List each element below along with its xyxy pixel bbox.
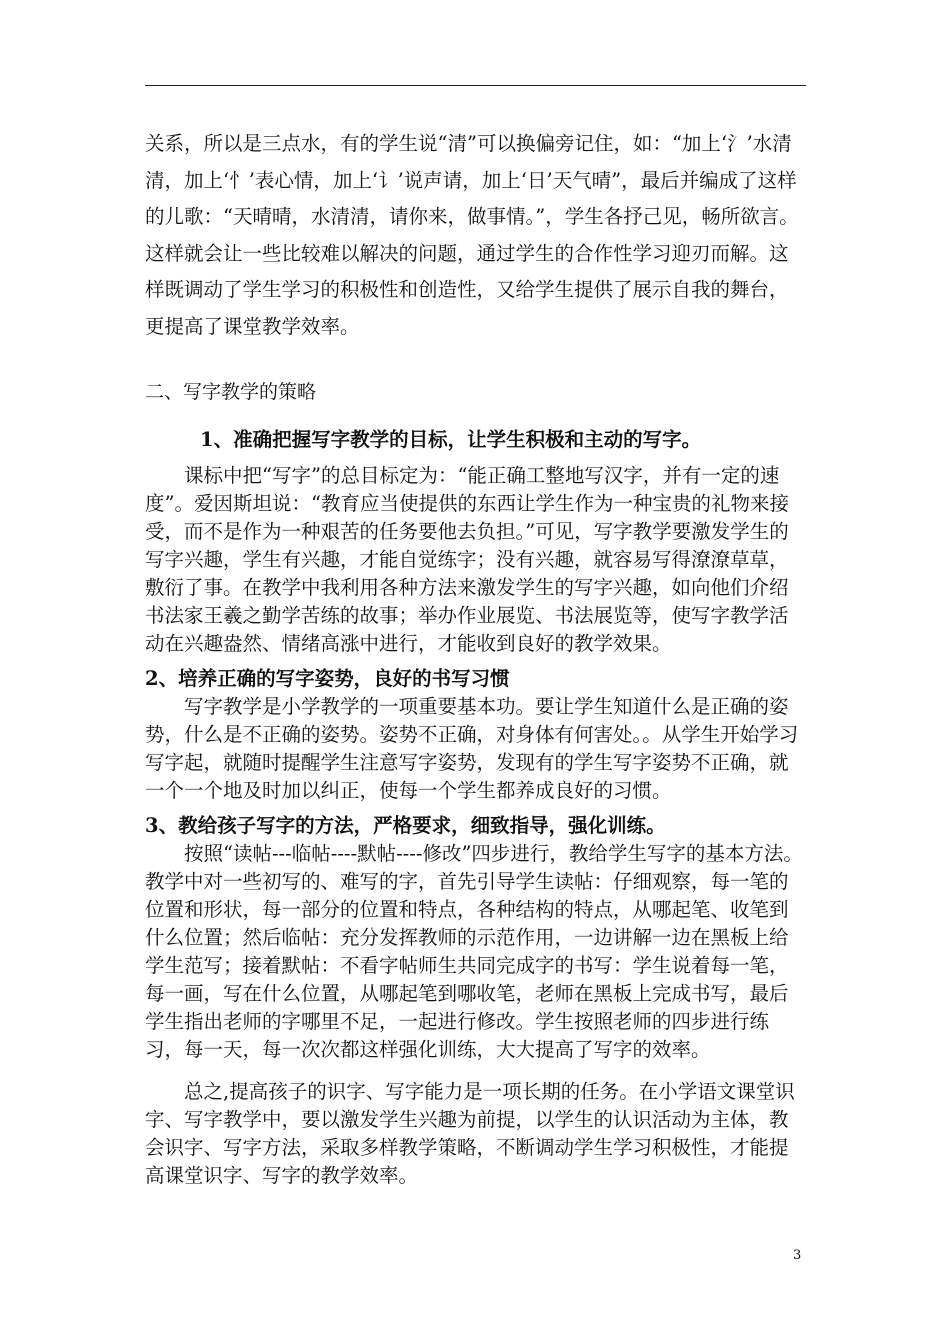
paragraph-2: 写字教学是小学教学的一项重要基本功。要让学生知道什么是正确的姿势，什么是不正确的姿势。姿势不正确，对身体有何害处。。从学生开始学习写字起，就随时提醒学生注意写字姿势，发现有的学生写字姿势不正确，就一个一个地及时加以纠正，使每一个学生都养成良好的习惯。 (145, 695, 799, 802)
subheading-1: 1、准确把握写字教学的目标，让学生积极和主动的写字。 (200, 428, 702, 451)
conclusion-paragraph: 总之,提高孩子的识字、写字能力是一项长期的任务。在小学语文课堂识字、写字教学中，要以激发学生兴趣为前提，以学生的认识活动为主体，教会识字、写字方法，采取多样教学策略，不断调动学生学习积极性，才能提高课堂识字、写字的教学效率。 (145, 1080, 795, 1187)
subheading-2: 2、培养正确的写字姿势，良好的书写习惯 (145, 667, 510, 690)
paragraph-3: 按照“读帖---临帖----默帖----修改”四步进行，教给学生写字的基本方法。教学中对一些初写的、难写的字，首先引导学生读帖：仔细观察，每一笔的位置和形状，每一部分的位置和特点，各种结构的特点，从哪起笔、收笔到什么位置；然后临帖：充分发挥教师的示范作用，一边讲解一边在黑板上给学生范写；接着默帖：不看字帖师生共同完成字的书写：学生说着每一笔，每一画，写在什么位置，从哪起笔到哪收笔，老师在黑板上完成书写，最后学生指出老师的字哪里不足，一起进行修改。学生按照老师的四步进行练习，每一天，每一次次都这样强化训练，大大提高了写字的效率。 (145, 842, 803, 1061)
section-heading: 二、写字教学的策略 (145, 381, 317, 403)
page-number: 3 (793, 1248, 802, 1263)
paragraph-1: 课标中把“写字”的总目标定为：“能正确工整地写汉字，并有一定的速度”。爱因斯坦说：“教育应当使提供的东西让学生作为一种宝贵的礼物来接受，而不是作为一种艰苦的任务要他去负担。”可见，写字教学要激发学生的写字兴趣，学生有兴趣，才能自觉练字；没有兴趣，就容易写得潦潦草草，敷衍了事。在教学中我利用各种方法来激发学生的写字兴趣，如向他们介绍书法家王羲之勤学苦练的故事；举办作业展览、书法展览等，使写字教学活动在兴趣盎然、情绪高涨中进行，才能收到良好的教学效果。 (145, 464, 789, 655)
subheading-3: 3、教给孩子写字的方法，严格要求，细致指导，强化训练。 (145, 814, 666, 837)
paragraph-continued: 关系，所以是三点水，有的学生说“清”可以换偏旁记住，如：“加上‘氵’水清清，加上‘忄’表心情，加上‘讠’说声请，加上‘日’天气晴”，最后并编成了这样的儿歌：“天晴晴，水清清，请你来，做事情。”，学生各抒己见，畅所欲言。这样就会让一些比较难以解决的问题，通过学生的合作性学习迎刃而解。这样既调动了学生学习的积极性和创造性，又给学生提供了展示自我的舞台，更提高了课堂教学效率。 (145, 132, 799, 338)
header-rule (145, 85, 806, 86)
